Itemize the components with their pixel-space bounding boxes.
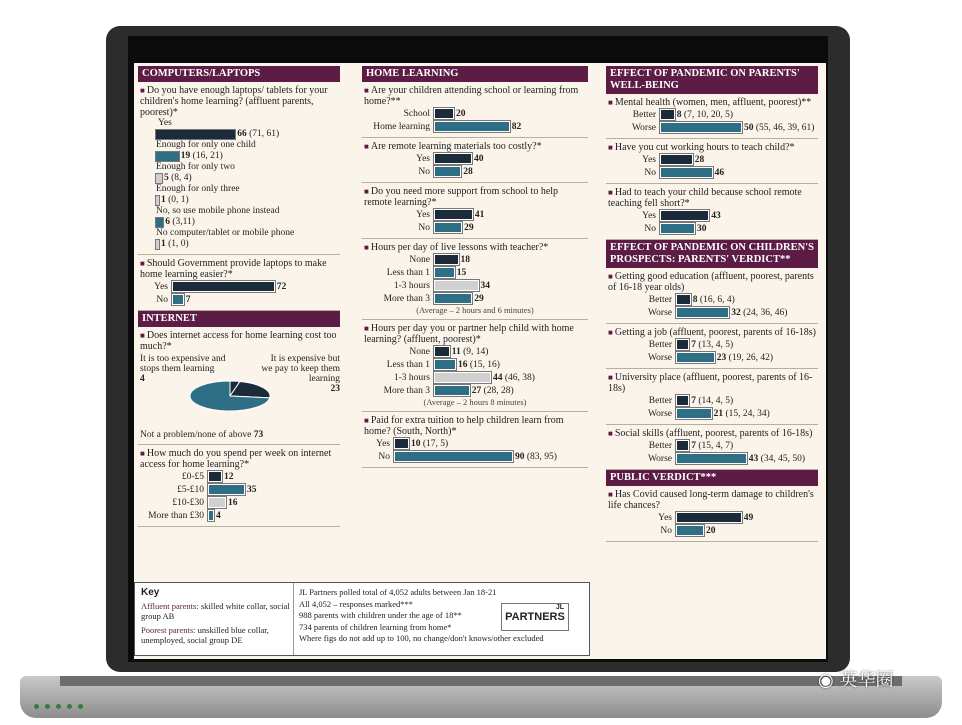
bar-label: Better <box>648 294 672 305</box>
bar-value: 50 (55, 46, 39, 61) <box>744 122 815 133</box>
bar <box>434 372 491 383</box>
pie-label: Not a problem/none of above 73 <box>140 430 264 440</box>
bar <box>434 209 473 220</box>
bar-row <box>138 238 340 250</box>
bar-label: No <box>644 167 656 178</box>
bar-value-main: 46 <box>714 167 725 178</box>
section-header: PUBLIC VERDICT*** <box>606 470 818 486</box>
bar-value <box>709 211 721 221</box>
bar-value <box>454 109 466 119</box>
key-title: Key <box>141 587 160 598</box>
bar-value-main: 21 <box>713 408 724 419</box>
bar-row <box>606 121 818 134</box>
question-text: ■ Do you need more support from school to help remote learning?* <box>362 186 588 208</box>
bar-label: Better <box>632 109 656 120</box>
chart-section <box>606 184 818 240</box>
bar-label: Worse <box>631 122 656 133</box>
bar-value-main: 5 <box>164 172 169 183</box>
keyboard-strip <box>60 676 902 686</box>
bar-label: More than £30 <box>148 510 204 521</box>
bar <box>676 453 747 464</box>
bar <box>434 121 510 132</box>
bar-label: 1-3 hours <box>393 280 430 291</box>
bar <box>434 222 462 233</box>
bar-value <box>461 167 473 177</box>
chart-section <box>606 94 818 139</box>
chart-section <box>606 369 818 425</box>
bar-label: Enough for only one child <box>156 140 256 150</box>
bar-label: No <box>378 451 390 462</box>
key-poorest-def: unskilled blue collar, unemployed, social group DE <box>141 625 269 645</box>
bar-label: Worse <box>647 352 672 363</box>
bar-value: 21 (15, 24, 34) <box>713 408 770 419</box>
bar-value-main: 28 <box>694 154 705 165</box>
bar <box>660 223 695 234</box>
bar-row <box>138 293 340 306</box>
bar-label: No <box>418 222 430 233</box>
chart-note: (Average – 2 hours and 6 minutes) <box>416 305 534 315</box>
bar-value <box>742 513 754 523</box>
bar <box>676 352 715 363</box>
bar-row <box>606 439 818 452</box>
bar-row <box>138 280 340 293</box>
bar-row <box>362 358 588 371</box>
bar-row <box>606 166 818 179</box>
bar <box>434 293 472 304</box>
wechat-icon: ◉ <box>818 670 834 691</box>
bar-value <box>510 122 522 132</box>
bar-value-main: 29 <box>474 293 484 304</box>
bar-label: Yes <box>158 118 172 128</box>
bar-value-main: 29 <box>464 222 474 233</box>
chart-section <box>362 320 588 412</box>
question-text: ■ Social skills (affluent, poorest, parents of 16-18s) <box>606 428 818 439</box>
bar-label: None <box>409 346 430 357</box>
bar-value-main: 82 <box>511 121 522 132</box>
bar-label: No computer/tablet or mobile phone <box>156 228 295 238</box>
key-note: JL Partners polled total of 4,052 adults between Jan 18-21 <box>299 587 497 597</box>
bar-row <box>606 407 818 420</box>
bar-value-main: 20 <box>706 525 716 536</box>
bar <box>660 109 675 120</box>
pie-area <box>138 352 340 430</box>
bar-row <box>138 172 340 184</box>
bar-value-main: 28 <box>463 166 473 177</box>
column-right <box>606 66 818 542</box>
bar-value: 11 (9, 14) <box>451 346 489 357</box>
bar-row <box>362 253 588 266</box>
bar-value-main: 1 <box>161 238 166 249</box>
chart-section <box>138 82 340 255</box>
bar-row <box>362 152 588 165</box>
bar <box>676 395 689 406</box>
bar-label: Yes <box>642 210 656 221</box>
wechat-watermark <box>818 666 893 692</box>
chart-section <box>606 425 818 470</box>
bar-value-main: 19 <box>180 150 191 161</box>
bar-label: More than 3 <box>383 385 430 396</box>
question-text: ■ Do you have enough laptops/ tablets for your children's home learning? (affluent parents, poorest)* <box>138 85 340 118</box>
bar-row <box>362 292 588 305</box>
bar-value-main: 7 <box>691 339 696 350</box>
bar-row <box>606 306 818 319</box>
jl-partners-logo: JL PARTNERS <box>501 603 569 631</box>
bar-label: Worse <box>647 408 672 419</box>
bar-label: £5-£10 <box>177 484 204 495</box>
bar <box>660 154 693 165</box>
bar-value <box>695 224 707 234</box>
bar-value-main: 30 <box>697 223 707 234</box>
bar-value-main: 16 <box>458 359 468 370</box>
bar-value: 1 (0, 1) <box>161 194 189 205</box>
bar-row <box>138 194 340 206</box>
question-text: ■ Does internet access for home learning cost too much?* <box>138 330 340 352</box>
bar-row <box>362 221 588 234</box>
chart-section <box>362 82 588 138</box>
bar-label: Yes <box>658 512 672 523</box>
bar-value-main: 16 <box>228 497 238 508</box>
bar <box>208 484 245 495</box>
question-text: ■ Paid for extra tuition to help children learn from home? (South, North)* <box>362 415 588 437</box>
column-left <box>138 66 340 527</box>
bar-value-main: 11 <box>451 346 461 357</box>
bar-value-main: 18 <box>460 254 470 265</box>
bar-value-main: 43 <box>711 210 721 221</box>
section-header: EFFECT OF PANDEMIC ON PARENTS' WELL-BEING <box>606 66 818 94</box>
bar-value: 32 (24, 36, 46) <box>731 307 788 318</box>
chart-note: (Average – 2 hours 8 minutes) <box>423 397 527 407</box>
bar-label: Home learning <box>373 121 430 132</box>
bar-value <box>479 281 491 291</box>
bar-value-main: 15 <box>456 267 467 278</box>
bar <box>660 167 713 178</box>
bar <box>172 281 275 292</box>
bar-value: 7 (14, 4, 5) <box>691 395 734 406</box>
pie-value: 23 <box>330 384 340 394</box>
chart-section <box>362 138 588 183</box>
chart-section <box>606 139 818 184</box>
bar-value-main: 40 <box>474 153 484 164</box>
bar-row <box>606 394 818 407</box>
bar-label: Yes <box>416 209 430 220</box>
key-divider <box>293 583 294 655</box>
bar-label: No <box>660 525 672 536</box>
bar-value-main: 7 <box>691 440 696 451</box>
bar-value-main: 90 <box>515 451 525 462</box>
bar-value <box>693 155 705 165</box>
bar <box>660 122 742 133</box>
question-text: ■ Had to teach your child because school remote teaching fell short?* <box>606 187 818 209</box>
bar-label: School <box>403 108 430 119</box>
bar <box>172 294 184 305</box>
bar <box>434 153 472 164</box>
key-notes <box>299 587 544 645</box>
question-text: ■ University place (affluent, poorest, parents of 16-18s) <box>606 372 818 394</box>
watermark-text: 英华圈 <box>839 670 894 691</box>
bar-row <box>606 209 818 222</box>
bar <box>156 218 163 227</box>
key-poorest-term: Poorest parents: <box>141 625 196 635</box>
bar <box>676 525 704 536</box>
bar-label: No <box>156 294 168 305</box>
bar-value <box>713 168 725 178</box>
key-affluent <box>141 601 291 621</box>
bar-row <box>362 120 588 133</box>
status-lights <box>34 704 83 709</box>
bar-label: Better <box>648 440 672 451</box>
bar-row <box>606 511 818 524</box>
bar <box>208 471 222 482</box>
bar-value-main: 35 <box>247 484 257 495</box>
bar-row <box>138 496 340 509</box>
key-note: 988 parents with children under the age of 18** <box>299 610 462 620</box>
question-text: ■ Hours per day you or partner help child with home learning? (affluent, poorest)* <box>362 323 588 345</box>
bar <box>434 346 450 357</box>
bar-value <box>459 255 471 265</box>
bar <box>676 339 689 350</box>
bar-row <box>606 524 818 537</box>
chart-section <box>362 412 588 468</box>
bar-row <box>606 153 818 166</box>
bar-label: Less than 1 <box>386 359 430 370</box>
question-text: ■ Getting good education (affluent, poorest, parents of 16-18 year olds) <box>606 271 818 293</box>
key-poorest <box>141 625 291 645</box>
bar-value: 7 (15, 4, 7) <box>691 440 734 451</box>
bar-row <box>362 450 588 463</box>
bar-label: Enough for only three <box>156 184 240 194</box>
chart-section <box>138 327 340 445</box>
chart-section <box>362 239 588 320</box>
bar-value <box>275 282 287 292</box>
bar <box>434 359 456 370</box>
bar-value: 16 (15, 16) <box>458 359 500 370</box>
chart-section <box>362 183 588 239</box>
bar-label: Yes <box>376 438 390 449</box>
bar-value <box>184 295 191 305</box>
bar-value-main: 49 <box>743 512 754 523</box>
bar-value: 27 (28, 28) <box>471 385 514 396</box>
bar-label: £10-£30 <box>172 497 204 508</box>
bar <box>156 152 179 161</box>
bar <box>676 440 689 451</box>
bar-value-main: 8 <box>676 109 682 120</box>
bar-value: 23 (19, 26, 42) <box>716 352 773 363</box>
bar-value <box>222 472 234 482</box>
question-text: ■ How much do you spend per week on internet access for home learning?* <box>138 448 340 470</box>
bar <box>394 438 409 449</box>
bar-value-main: 32 <box>731 307 741 318</box>
bar <box>676 408 712 419</box>
bar-value-main: 4 <box>216 510 221 521</box>
bar <box>434 108 454 119</box>
chart-section <box>138 255 340 311</box>
bar-value-main: 7 <box>691 395 696 406</box>
chart-section <box>606 268 818 324</box>
chart-section <box>606 324 818 369</box>
bar-value: 6 (3,11) <box>165 216 195 227</box>
question-text: ■ Should Government provide laptops to make home learning easier?* <box>138 258 340 280</box>
bar-row <box>138 216 340 228</box>
bar-value-main: 41 <box>474 209 485 220</box>
bar-row <box>362 165 588 178</box>
column-middle <box>362 66 588 468</box>
bar-value: 8 (7, 10, 20, 5) <box>676 109 733 120</box>
bar-row <box>362 384 588 397</box>
pie-value: 4 <box>140 374 145 384</box>
bar-row <box>362 266 588 279</box>
bar-value <box>473 210 485 220</box>
bar-value-main: 43 <box>748 453 759 464</box>
bar-label: Less than 1 <box>386 267 430 278</box>
key-note: All 4,052 – responses marked*** <box>299 598 414 609</box>
pie-value: 73 <box>253 430 264 440</box>
bar-label: Yes <box>416 153 430 164</box>
bar-value-main: 7 <box>185 294 191 305</box>
question-text: ■ Have you cut working hours to teach child?* <box>606 142 818 153</box>
bar <box>676 512 742 523</box>
bar-label: Yes <box>154 281 168 292</box>
bar-value: 5 (8, 4) <box>164 172 192 183</box>
section-header: INTERNET <box>138 311 340 327</box>
bar-value-main: 50 <box>744 122 754 133</box>
bar-value: 43 (34, 45, 50) <box>748 453 805 464</box>
bar-value-main: 12 <box>224 471 234 482</box>
bar-label: £0-£5 <box>181 471 204 482</box>
bar-row <box>362 345 588 358</box>
bar-value-main: 23 <box>716 352 727 363</box>
bar-row <box>362 208 588 221</box>
question-text: ■ Are your children attending school or learning from home?** <box>362 85 588 107</box>
chart-section <box>606 486 818 542</box>
bar-label: More than 3 <box>383 293 430 304</box>
bar-value-main: 27 <box>471 385 482 396</box>
question-text: ■ Are remote learning materials too costly?* <box>362 141 588 152</box>
bar-label: No <box>418 166 430 177</box>
bar-value-main: 6 <box>165 216 170 227</box>
bar <box>676 307 729 318</box>
bar-row <box>138 470 340 483</box>
key-box <box>134 582 590 656</box>
bar-row <box>606 452 818 465</box>
bar <box>208 497 226 508</box>
bar-row <box>606 293 818 306</box>
bar-value-main: 8 <box>692 294 698 305</box>
key-note: Where figs do not add up to 100, no change/don't knows/other excluded <box>299 633 544 643</box>
bar-row <box>606 351 818 364</box>
bar-row <box>138 483 340 496</box>
bar-row <box>138 128 340 140</box>
bar-value <box>226 498 238 508</box>
bar-value <box>214 511 221 521</box>
bar <box>434 267 455 278</box>
question-text: ■ Has Covid caused long-term damage to children's life chances? <box>606 489 818 511</box>
bar-value-main: 72 <box>276 281 287 292</box>
bar-label: 1-3 hours <box>393 372 430 383</box>
bar-label: No, so use mobile phone instead <box>156 206 280 216</box>
bar-row <box>362 107 588 120</box>
section-header: HOME LEARNING <box>362 66 588 82</box>
key-affluent-def: skilled white collar, social group AB <box>141 601 290 621</box>
bar-value-main: 1 <box>161 194 166 205</box>
bar-row <box>606 222 818 235</box>
bar-value-main: 20 <box>456 108 466 119</box>
bar <box>434 280 479 291</box>
bar-value <box>245 485 257 495</box>
bar <box>676 294 691 305</box>
bar-value-main: 10 <box>411 438 421 449</box>
bar <box>434 254 459 265</box>
bar-value-main: 34 <box>480 280 490 291</box>
bar-value <box>455 268 467 278</box>
bar-label: Enough for only two <box>156 162 235 172</box>
bar-value: 66 (71, 61) <box>237 128 280 139</box>
question-text: ■ Hours per day of live lessons with teacher?* <box>362 242 588 253</box>
bar-value <box>472 154 484 164</box>
bar-row <box>138 150 340 162</box>
pie-label: It is too expensive and stops them learning 4 <box>140 354 235 384</box>
bar-row <box>362 371 588 384</box>
bar-label: Better <box>648 395 672 406</box>
bar-row <box>606 108 818 121</box>
bar-label: None <box>409 254 430 265</box>
bar-value <box>472 294 484 304</box>
bar-row <box>138 509 340 522</box>
bar-value: 44 (46, 38) <box>493 372 535 383</box>
bar-value <box>704 526 716 536</box>
bar-label: Worse <box>647 307 672 318</box>
bar-value: 7 (13, 4, 5) <box>691 339 734 350</box>
section-header: COMPUTERS/LAPTOPS <box>138 66 340 82</box>
bar-value: 10 (17, 5) <box>411 438 449 449</box>
bar-value <box>462 223 474 233</box>
bar-row <box>362 279 588 292</box>
key-affluent-term: Affluent parents: <box>141 601 199 611</box>
bar-label: Worse <box>647 453 672 464</box>
question-text: ■ Mental health (women, men, affluent, poorest)** <box>606 97 818 108</box>
bar-value-main: 66 <box>237 128 247 139</box>
bar <box>394 451 513 462</box>
question-text: ■ Getting a job (affluent, poorest, parents of 16-18s) <box>606 327 818 338</box>
bar <box>434 166 461 177</box>
bar-label: Better <box>648 339 672 350</box>
bar-row <box>606 338 818 351</box>
bar-value: 90 (83, 95) <box>515 451 557 462</box>
bar-value: 1 (1, 0) <box>161 238 189 249</box>
section-header: EFFECT OF PANDEMIC ON CHILDREN'S PROSPECTS: PARENTS' VERDICT** <box>606 240 818 268</box>
bar-value: 19 (16, 21) <box>180 150 223 161</box>
bar-row <box>362 437 588 450</box>
bar-value: 8 (16, 6, 4) <box>692 294 735 305</box>
bar-value-main: 44 <box>493 372 503 383</box>
bar-label: Yes <box>642 154 656 165</box>
bar <box>156 130 235 139</box>
bar <box>660 210 709 221</box>
bar-label: No <box>644 223 656 234</box>
bar <box>434 385 470 396</box>
key-note: 734 parents of children learning from home* <box>299 621 452 632</box>
pie-label: It is expensive but we pay to keep them learning 23 <box>261 354 340 394</box>
chart-section <box>138 445 340 527</box>
